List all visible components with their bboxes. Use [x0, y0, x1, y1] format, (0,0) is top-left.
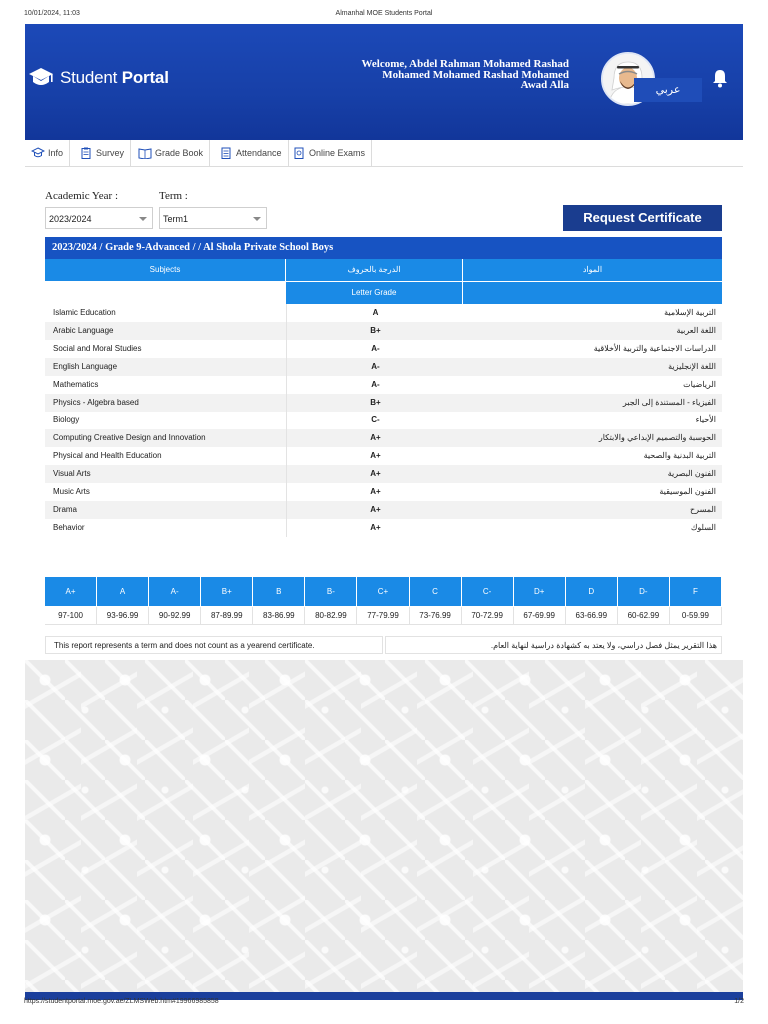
subject-name-arabic: المسرح	[690, 504, 716, 514]
subject-name: Physical and Health Education	[53, 451, 162, 461]
book-icon	[138, 147, 152, 159]
scale-range: 93-96.99	[97, 607, 149, 625]
report-heading: 2023/2024 / Grade 9-Advanced / / Al Shola Private School Boys	[45, 237, 722, 259]
subject-name: Behavior	[53, 522, 85, 532]
subject-name-arabic: الأحياء	[695, 415, 716, 425]
subject-name-arabic: الفنون البصرية	[667, 469, 716, 479]
term-value: Term1	[163, 214, 189, 224]
letter-grade: A+	[286, 519, 464, 537]
table-row	[45, 447, 722, 465]
subject-name-arabic: التربية الإسلامية	[664, 308, 716, 317]
letter-grade: A+	[286, 447, 464, 465]
scale-letter: C	[410, 577, 462, 606]
bell-icon[interactable]	[711, 68, 729, 88]
language-toggle-button[interactable]: عربي	[634, 78, 702, 102]
tab-grade-book[interactable]	[132, 140, 210, 166]
scale-range: 67-69.99	[514, 607, 566, 625]
scale-letter: A+	[45, 577, 97, 606]
tab-info-label: Info	[48, 148, 64, 158]
subject-name-arabic: التربية البدنية والصحية	[643, 451, 716, 461]
tab-online-exams-label: Online Exams	[309, 148, 366, 158]
calendar-icon	[219, 147, 233, 159]
tab-grade-book-label: Grade Book	[155, 148, 204, 158]
scale-range: 87-89.99	[201, 607, 253, 625]
term-label: Term :	[159, 190, 188, 202]
table-row	[45, 429, 722, 447]
letter-grade: A+	[286, 483, 464, 501]
scale-letter: C+	[357, 577, 409, 606]
scale-range: 80-82.99	[305, 607, 357, 625]
subject-name-arabic: الحوسبة والتصميم الإبداعي والابتكار	[598, 433, 716, 443]
portal-logo-text: Student Portal	[60, 68, 169, 87]
scale-range: 73-76.99	[410, 607, 462, 625]
welcome-text	[329, 59, 569, 91]
tab-online-exams[interactable]	[286, 140, 372, 166]
column-header-subjects: Subjects	[45, 259, 286, 281]
letter-grade: B+	[286, 394, 464, 412]
print-url: https://studentportal.moe.gov.ae/ZLMSWeb.htm#19966985858	[24, 998, 219, 1005]
table-row	[45, 376, 722, 394]
tab-attendance[interactable]	[213, 140, 289, 166]
letter-grade: A	[286, 304, 464, 322]
scale-letter: D	[566, 577, 618, 606]
portal-frame	[25, 24, 743, 1000]
letter-grade: A+	[286, 429, 464, 447]
subject-name-arabic: الرياضيات	[683, 379, 716, 389]
letter-grade: A-	[286, 340, 464, 358]
scale-letter: A-	[149, 577, 201, 606]
print-title: Almanhal MOE Students Portal	[335, 10, 433, 17]
scale-range: 77-79.99	[357, 607, 409, 625]
subject-name: Islamic Education	[53, 308, 116, 317]
print-header	[24, 10, 744, 22]
scale-range: 63-66.99	[566, 607, 618, 625]
top-bar	[25, 24, 743, 140]
welcome-line-2: Mohamed Mohamed Rashad Mohamed	[382, 68, 569, 81]
tab-survey-label: Survey	[96, 148, 125, 158]
subject-name-arabic: اللغة الإنجليزية	[668, 361, 716, 371]
table-row	[45, 411, 722, 429]
letter-grade: B+	[286, 322, 464, 340]
scale-letter: C-	[462, 577, 514, 606]
grade-book-panel	[25, 167, 743, 660]
subject-name: Biology	[53, 415, 80, 425]
subject-name: Arabic Language	[53, 325, 114, 335]
scale-letter: B	[253, 577, 305, 606]
column-header-letter-grade-ar: الدرجة بالحروف	[286, 259, 463, 281]
table-row	[45, 483, 722, 501]
request-certificate-button[interactable]: Request Certificate	[563, 205, 722, 231]
table-row	[45, 358, 722, 376]
academic-year-label: Academic Year :	[45, 190, 119, 202]
chevron-down-icon	[253, 217, 261, 221]
clipboard-icon	[79, 147, 93, 159]
table-row	[45, 501, 722, 519]
scale-letter: B-	[305, 577, 357, 606]
subject-name: Visual Arts	[53, 469, 91, 479]
letter-grade: A-	[286, 358, 464, 376]
scale-range: 90-92.99	[149, 607, 201, 625]
decorative-background	[25, 660, 743, 992]
print-footer	[24, 998, 744, 1010]
subject-name-arabic: الفنون الموسيقية	[659, 487, 716, 496]
subject-name: Physics - Algebra based	[53, 397, 139, 407]
graduation-cap-icon	[28, 67, 54, 89]
table-row	[45, 322, 722, 340]
exam-icon	[292, 147, 306, 159]
subject-name: Drama	[53, 504, 78, 514]
table-row	[45, 519, 722, 537]
term-select[interactable]	[159, 207, 267, 229]
scale-range: 97-100	[45, 607, 97, 625]
subject-name: English Language	[53, 361, 118, 371]
portal-logo[interactable]	[28, 66, 169, 90]
table-row	[45, 465, 722, 483]
chevron-down-icon	[139, 217, 147, 221]
disclaimer-english: This report represents a term and does not count as a yearend certificate.	[45, 636, 383, 654]
subject-name: Social and Moral Studies	[53, 343, 142, 353]
table-row	[45, 304, 722, 322]
letter-grade: A+	[286, 501, 464, 519]
scale-range: 60-62.99	[618, 607, 670, 625]
main-nav	[25, 140, 743, 167]
letter-grade: A-	[286, 376, 464, 394]
scale-range: 70-72.99	[462, 607, 514, 625]
tab-info[interactable]	[25, 140, 70, 166]
subheader-letter-grade: Letter Grade	[286, 282, 463, 304]
tab-survey[interactable]	[73, 140, 131, 166]
table-row	[45, 394, 722, 412]
scale-range: 0-59.99	[670, 607, 722, 625]
academic-year-value: 2023/2024	[49, 214, 92, 224]
table-row	[45, 340, 722, 358]
welcome-line-3: Awad Alla	[520, 79, 569, 91]
column-header-subjects-ar: المواد	[463, 259, 722, 281]
subject-name: Computing Creative Design and Innovation	[53, 433, 206, 443]
subject-name: Mathematics	[53, 379, 99, 389]
subject-name-arabic: السلوك	[690, 522, 716, 532]
subject-name-arabic: الفيزياء - المستندة إلى الجبر	[622, 397, 716, 407]
tab-attendance-label: Attendance	[236, 148, 282, 158]
graduation-cap-icon	[31, 147, 45, 159]
scale-letter: A	[97, 577, 149, 606]
subject-name-arabic: الدراسات الاجتماعية والتربية الأخلاقية	[593, 343, 716, 353]
print-page-number: 1/2	[734, 998, 744, 1005]
welcome-line-1: Welcome, Abdel Rahman Mohamed Rashad	[361, 58, 569, 70]
scale-letter: D-	[618, 577, 670, 606]
academic-year-select[interactable]	[45, 207, 153, 229]
scale-letter: B+	[201, 577, 253, 606]
print-datetime: 10/01/2024, 11:03	[24, 10, 80, 17]
disclaimer-arabic: هذا التقرير يمثل فصل دراسي، ولا يعتد به كشهادة دراسية لنهاية العام.	[385, 636, 722, 654]
scale-letter: F	[670, 577, 722, 606]
subject-name-arabic: اللغة العربية	[676, 325, 716, 335]
scale-letter: D+	[514, 577, 566, 606]
letter-grade: A+	[286, 465, 464, 483]
subheader-blank-ar	[463, 282, 722, 304]
subject-name: Music Arts	[53, 487, 90, 496]
subheader-blank	[45, 282, 286, 304]
scale-range: 83-86.99	[253, 607, 305, 625]
letter-grade: C-	[286, 411, 464, 429]
